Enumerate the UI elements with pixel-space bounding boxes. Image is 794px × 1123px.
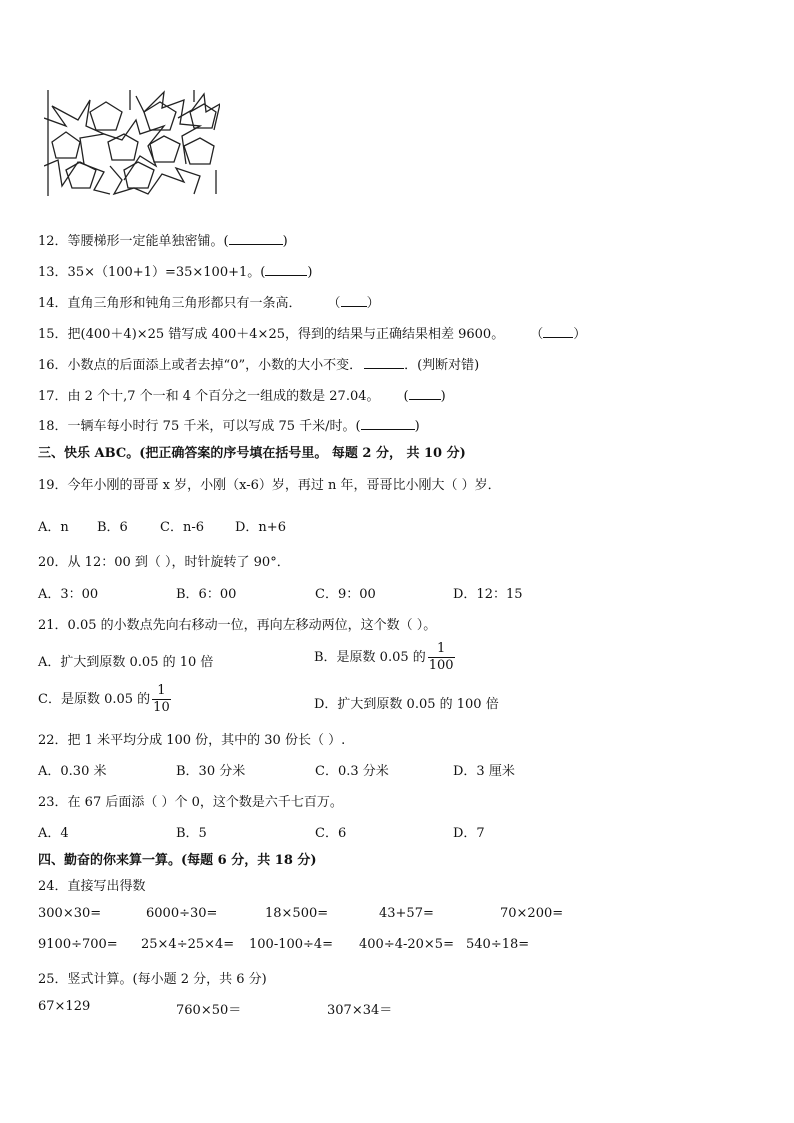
option-b[interactable]: B．6：00: [176, 587, 237, 602]
question-21: 21．0.05 的小数点先向右移动一位，再向左移动两位，这个数（ ）。: [38, 618, 437, 633]
answer-blank[interactable]: [364, 357, 404, 369]
section-3-heading: 三、快乐 ABC。(把正确答案的序号填在括号里。 每题 2 分， 共 10 分): [38, 446, 466, 461]
question-25: 25．竖式计算。(每小题 2 分，共 6 分): [38, 972, 267, 987]
star-shape: [136, 92, 200, 164]
calc-item: 70×200=: [500, 906, 564, 921]
calc-item: 18×500=: [265, 906, 329, 921]
pentagon-shape: [184, 138, 214, 164]
pentagon-shape: [144, 102, 176, 130]
question-24: 24．直接写出得数: [38, 879, 146, 894]
calc-item: 9100÷700=: [38, 937, 118, 952]
calc-item: 307×34＝: [327, 1003, 393, 1018]
option-a[interactable]: A．扩大到原数 0.05 的 10 倍: [38, 655, 214, 670]
answer-blank[interactable]: [229, 233, 283, 245]
option-a[interactable]: A．4: [38, 826, 69, 841]
answer-blank[interactable]: [543, 326, 573, 338]
option-b[interactable]: B．30 分米: [176, 764, 246, 779]
pentagon-shape: [52, 132, 80, 158]
star-shape: [104, 120, 164, 180]
option-c[interactable]: C．0.3 分米: [315, 764, 389, 779]
option-b[interactable]: B．6: [97, 520, 128, 535]
pentagon-shape: [66, 162, 96, 188]
option-c[interactable]: C．9：00: [315, 587, 376, 602]
question-22: 22．把 1 米平均分成 100 份，其中的 30 份长（ ）.: [38, 733, 346, 748]
option-c[interactable]: C．n-6: [160, 520, 204, 535]
answer-blank[interactable]: [341, 295, 367, 307]
question-14: 14．直角三角形和钝角三角形都只有一条高． （ ）: [38, 296, 380, 311]
question-20: 20．从 12：00 到（ ），时针旋转了 90°．: [38, 555, 290, 570]
question-16: 16．小数点的后面添上或者去掉“0”，小数的大小不变． ．(判断对错): [38, 358, 480, 373]
option-c[interactable]: C．是原数 0.05 的 $\frac{1}{10}$: [38, 683, 170, 715]
calc-item: 25×4÷25×4=: [141, 937, 235, 952]
option-a[interactable]: A．n: [38, 520, 69, 535]
pentagon-shape: [90, 102, 122, 130]
option-d[interactable]: D．n+6: [235, 520, 286, 535]
tessellation-figure: [44, 90, 220, 196]
option-d[interactable]: D．3 厘米: [453, 764, 515, 779]
option-c[interactable]: C．6: [315, 826, 347, 841]
option-d[interactable]: D．12：15: [453, 587, 523, 602]
question-23: 23．在 67 后面添（ ）个 0，这个数是六千七百万。: [38, 795, 343, 810]
calc-item: 100-100÷4=: [249, 937, 334, 952]
question-18: 18．一辆车每小时行 75 千米，可以写成 75 千米/时。( ): [38, 419, 420, 434]
question-19: 19．今年小刚的哥哥 x 岁，小刚（x-6）岁，再过 n 年，哥哥比小刚大（ ）岁．: [38, 478, 501, 493]
fraction: $\frac{1}{100}$: [428, 641, 454, 673]
question-12: 12．等腰梯形一定能单独密铺。( ): [38, 234, 288, 249]
question-17: 17．由 2 个十,7 个一和 4 个百分之一组成的数是 27.04。 ( ): [38, 389, 446, 404]
option-b[interactable]: B．5: [176, 826, 207, 841]
pentagon-shape: [124, 162, 154, 188]
answer-blank[interactable]: [265, 264, 307, 276]
option-a[interactable]: A．3：00: [38, 587, 99, 602]
option-a[interactable]: A．0.30 米: [38, 764, 107, 779]
option-d[interactable]: D．扩大到原数 0.05 的 100 倍: [314, 697, 499, 712]
calc-item: 760×50＝: [176, 1003, 242, 1018]
section-4-heading: 四、勤奋的你来算一算。(每题 6 分，共 18 分): [38, 853, 317, 868]
option-d[interactable]: D．7: [453, 826, 485, 841]
answer-blank[interactable]: [361, 418, 415, 430]
option-b[interactable]: B．是原数 0.05 的 $\frac{1}{100}$: [314, 641, 454, 673]
star-shape: [44, 160, 110, 194]
calc-item: 540÷18=: [466, 937, 530, 952]
calc-item: 67×129: [38, 999, 91, 1014]
calc-item: 43+57=: [379, 906, 434, 921]
question-15: 15．把(400＋4)×25 错写成 400＋4×25，得到的结果与正确结果相差 9600。 （ ）: [38, 327, 587, 342]
calc-item: 400÷4-20×5=: [359, 937, 454, 952]
pentagon-shape: [150, 136, 180, 162]
calc-item: 300×30=: [38, 906, 102, 921]
answer-blank[interactable]: [409, 388, 441, 400]
calc-item: 6000÷30=: [146, 906, 218, 921]
fraction: $\frac{1}{10}$: [153, 683, 170, 715]
question-13: 13．35×（100+1）=35×100+1。( ): [38, 265, 313, 280]
